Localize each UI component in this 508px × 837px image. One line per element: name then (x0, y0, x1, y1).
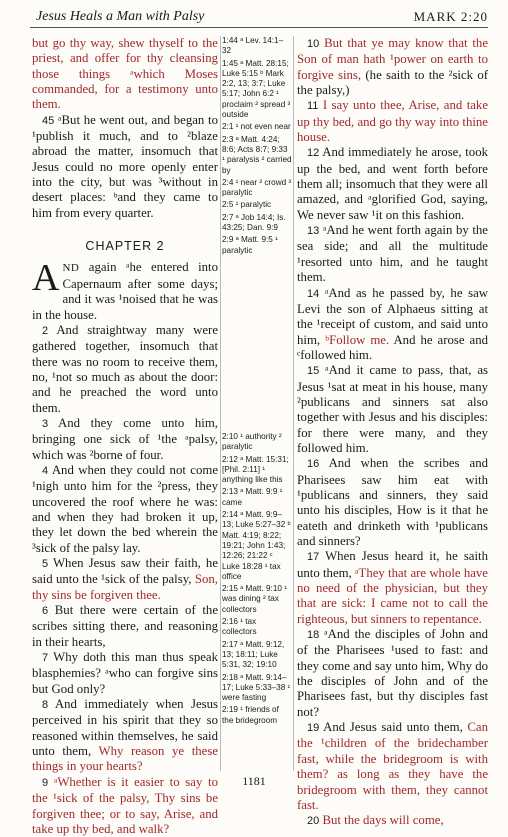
cross-reference-note: 2:5 ¹ paralytic (222, 200, 272, 210)
verse-2-17 (297, 549, 488, 627)
page-number: 1181 (242, 774, 266, 788)
cross-reference-column (222, 36, 292, 725)
verse-number: 3 (42, 417, 49, 430)
running-head-reference: MARK 2:20 (413, 9, 488, 24)
verse-text: And immediately when Jesus perceived in his spirit that they so reasoned within themselves, he said unto them, (32, 697, 219, 759)
words-of-christ: I say unto thee, Arise, and take up thy bed, and go thy way into thine house. (297, 98, 489, 145)
text-column-right (297, 36, 488, 830)
cross-reference-note: 2:9 ᵃ Matt. 9:5 ¹ paralytic (222, 235, 278, 255)
verse-text: And immediately he arose, took up the bed, and went forth before them all; insomuch that they were all amazed, and ᵃglorified God, saying, We never saw ¹it on this fashion. (297, 145, 488, 222)
verse-2-10 (297, 36, 488, 98)
verse-number: 17 (307, 551, 320, 564)
cross-reference-note: 2:4 ¹ near ² crowd ³ paralytic (222, 177, 292, 198)
cross-reference-note: 2:1 ¹ not even near (222, 122, 291, 132)
verse-1-44-continuation: but go thy way, shew thyself to the priest, and offer for thy cleansing those things ᵃwhich Moses commanded, for a testimony unto them. (32, 36, 218, 112)
verse-2-4 (32, 463, 218, 556)
verse-text: And when the scribes and Pharisees saw him eat with ¹publicans and sinners, they said unto his disciples, How is it that he eateth and drinketh with ¹publicans and sinners? (297, 456, 488, 548)
verse-text: And when they could not come ¹nigh unto him for the ²press, they uncovered the roof where he was: and when they had broken it up, they let down the bed wherein the ³sick of the palsy lay. (32, 462, 219, 555)
verse-2-7 (32, 650, 218, 697)
words-of-christ: Why reason ye these things in your hearts? (32, 744, 218, 774)
words-of-christ: ᵇFollow me. (325, 332, 390, 347)
verse-2-6 (32, 603, 218, 650)
verse-2-3 (32, 416, 218, 463)
verse-text: And he arose and ᶜfollowed him. (297, 332, 488, 362)
verse-2-13 (297, 223, 488, 285)
verse-number: 9 (42, 776, 49, 789)
verse-number: 20 (307, 815, 320, 828)
verse-number: 4 (42, 464, 49, 477)
verse-number: 13 (307, 225, 320, 238)
cross-reference-note: 2:15 ᵃ Matt. 9:10 ¹ was dining ² tax collectors (222, 584, 287, 614)
verse-2-8 (32, 697, 218, 775)
header-rule (30, 27, 488, 28)
verse-text: And they come unto him, bringing one sick of ¹the ᵃpalsy, which was ²borne of four. (32, 415, 219, 462)
verse-2-15 (297, 363, 488, 456)
words-of-christ: But that ye may know that the Son of man hath ¹power on earth to forgive sins, (297, 36, 489, 82)
verse-number: 6 (42, 605, 49, 618)
verse-2-12 (297, 145, 488, 223)
verse-2-11 (297, 98, 488, 145)
verse-text: And straightway many were gathered together, insomuch that there was no room to receive them, no, ¹not so much as about the door: and he preached the word unto them. (32, 322, 218, 415)
cross-reference-note: 2:3 ᵃ Matt. 4:24; 8:6; Acts 8:7; 9:33 ¹ paralysis ² carried by (222, 134, 292, 175)
cross-reference-note: 2:19 ¹ friends of the bridegroom (222, 705, 279, 725)
verse-number: 7 (42, 652, 49, 665)
verse-text: When Jesus saw their faith, he said unto the ¹sick of the palsy, (32, 556, 218, 587)
verse-2-16 (297, 456, 488, 549)
verse-text: ᵃAnd he went forth again by the sea side; and all the multitude ¹resorted unto him, and he taught them. (297, 223, 488, 285)
cross-reference-note: 2:18 ᵃ Matt. 9:14–17; Luke 5:33–38 ¹ were fasting (222, 672, 291, 703)
column-divider-left (220, 36, 221, 771)
cross-reference-note: 2:12 ᵃ Matt. 15:31; [Phil. 2:11] ¹ anything like this (222, 454, 289, 485)
verse-2-5 (32, 556, 218, 603)
verse-number: 10 (307, 38, 320, 50)
verse-number: 19 (307, 722, 320, 735)
chapter-heading: CHAPTER 2 (85, 239, 165, 254)
cross-reference-block-lower (222, 432, 292, 728)
text-column-left (32, 36, 218, 837)
verse-2-18 (297, 627, 488, 720)
cross-reference-note: 2:10 ¹ authority ² paralytic (222, 432, 282, 452)
verse-number: 8 (42, 699, 49, 712)
cross-reference-note: 1:45 ᵃ Matt. 28:15; Luke 5:15 ᵇ Mark 2:2, 13; 3:7; Luke 5:17; John 6:2 ¹ proclaim ² spread ³ outside (222, 58, 291, 120)
drop-cap: A (32, 257, 60, 300)
verse-number: 5 (42, 558, 49, 570)
verse-text: (he saith to the ²sick of the palsy,) (297, 67, 488, 98)
verse-number: 14 (307, 287, 320, 300)
words-of-christ: ᵃWhether is it easier to say to the ¹sick of the palsy, Thy sins be forgiven thee; or to say, Arise, and take up thy bed, and walk? (32, 774, 218, 836)
verse-2-2 (32, 323, 218, 416)
verse-2-20 (297, 813, 488, 829)
verse-number: 18 (307, 629, 320, 642)
cross-reference-note: 2:13 ᵃ Matt. 9:9 ¹ came (222, 487, 283, 507)
verse-smallcaps: ND (62, 262, 80, 275)
verse-text: Why doth this man thus speak blasphemies? ᵃwho can forgive sins but God only? (32, 650, 218, 696)
verse-1-45 (32, 113, 218, 221)
verse-number: 2 (42, 324, 49, 337)
cross-reference-note: 2:14 ᵃ Matt. 9:9–13; Luke 5:27–32 ᵇ Matt. 4:19; 8:22; 19:21; John 1:43; 12:26; 21:22 ᶜ Luke 18:28 ¹ tax office (222, 510, 291, 581)
verse-2-19 (297, 720, 488, 813)
words-of-christ: Can the ¹children of the bridechamber fast, while the bridegroom is with them? as long as they have the bridegroom with them, they cannot fast. (297, 720, 488, 812)
cross-reference-note: 2:17 ᵃ Matt. 9:12, 13; 18:11; Luke 5:31, 32; 19:10 (222, 639, 285, 670)
verse-number: 16 (307, 458, 320, 471)
verse-2-14 (297, 286, 488, 364)
verse-number: 12 (307, 147, 320, 160)
running-head-title: Jesus Heals a Man with Palsy (36, 9, 205, 24)
verse-text: ᵃAnd it came to pass, that, as Jesus ¹sat at meat in his house, many ²publicans and sinners sat also together with Jesus and his disciples: for there were many, and they followed him. (297, 363, 489, 455)
verse-number: 11 (307, 100, 319, 113)
verse-text: But there were certain of the scribes sitting there, and reasoning in their hearts, (32, 603, 218, 649)
verse-text: again ᵃhe entered into Capernaum after some days; and it was ¹noised that he was in the house. (32, 260, 218, 322)
verse-text: ᵃBut he went out, and began to ¹publish it much, and to ²blaze abroad the matter, insomuch that Jesus could no more openly enter into the city, but was ³without in desert places: ᵇand they came to him from every quarter. (32, 112, 218, 220)
verse-text: When Jesus heard it, he saith unto them, (297, 549, 489, 580)
words-of-christ: ᵃThey that are whole have no need of the physician, but they that are sick: I came not to call the righteous, but sinners to repentance. (297, 565, 488, 626)
verse-text: ᵃAnd as he passed by, he saw Levi the son of Alphaeus sitting at the ¹receipt of custom, and said unto him, (297, 285, 489, 347)
verse-2-1 (32, 257, 218, 322)
verse-text: And Jesus said unto them, (323, 720, 463, 735)
verse-text: ᵃAnd the disciples of John and of the Pharisees ¹used to fast: and they come and say unto him, Why do the disciples of John and of the Pharisees fast, but thy disciples fast not? (297, 627, 489, 719)
verse-number: 45 (42, 114, 55, 127)
verse-number: 15 (307, 365, 320, 378)
words-of-christ: Son, thy sins be forgiven thee. (32, 572, 219, 602)
cross-reference-note: 1:44 ᵃ Lev. 14:1–32 (222, 36, 284, 56)
cross-reference-note: 2:7 ᵃ Job 14:4; Is. 43:25; Dan. 9:9 (222, 212, 286, 233)
cross-reference-note: 2:16 ¹ tax collectors (222, 617, 257, 637)
words-of-christ: But the days will come, (322, 813, 444, 828)
column-divider-right (293, 36, 294, 771)
